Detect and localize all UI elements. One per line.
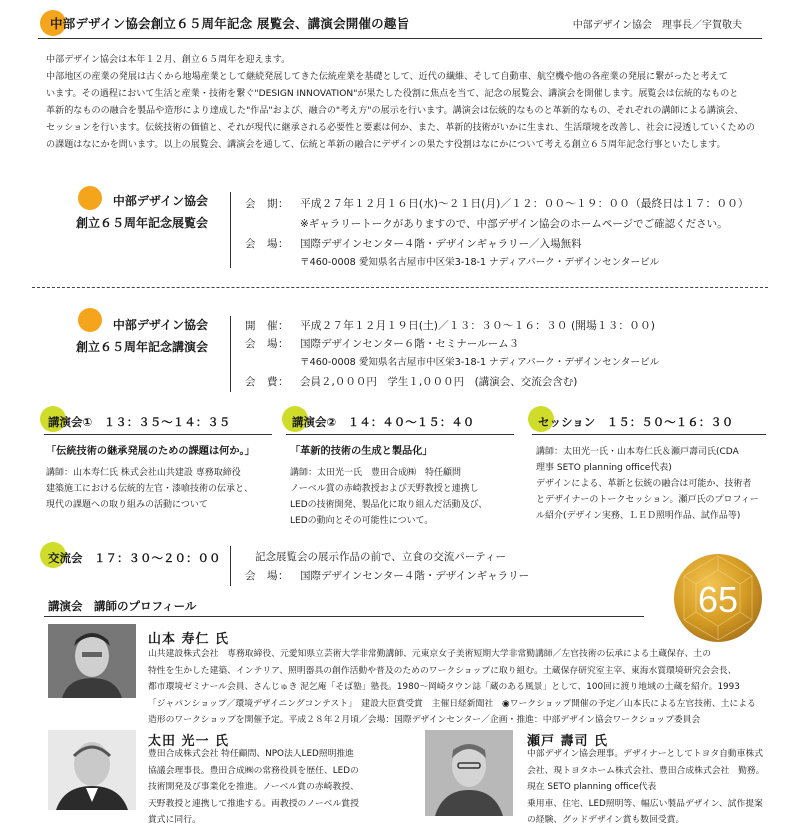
speaker-name-ota: 太田 光一 氏 [148, 734, 230, 749]
exhibition-address: 〒460-0008 愛知県名古屋市中区栄3-18-1 ナディアパーク・デザインセンタービル [300, 257, 660, 268]
bio-line: の経験、グッドデザイン賞も数回受賞。 [527, 815, 685, 825]
session-1-body [46, 465, 253, 513]
profiles-underline [44, 616, 644, 617]
bio-line: 天野教授と連携して推進する。両教授のノーベル賞授 [148, 798, 359, 809]
session-3-body [536, 444, 759, 524]
bio-line: 会社、現トヨタホーム株式会社、豊田合成株式会社 勤務。 [527, 765, 765, 776]
lecture-venue-label: 会 場： [245, 338, 289, 350]
bio-line: 乗用車、住宅、LED照明等、幅広い製品デザイン、試作提案 [527, 798, 763, 809]
bio-line: 現在 SETO planning office代表 [527, 782, 657, 792]
speaker-photo-seto [425, 730, 513, 816]
intro-line: 中部デザイン協会は本年１２月、創立６５周年を迎えます。 [46, 55, 291, 65]
session-line: とデザイナーのトークセッション。瀬戸氏のプロフィー [536, 495, 759, 505]
lecture-address: 〒460-0008 愛知県名古屋市中区栄3-18-1 ナディアパーク・デザインセンタービル [300, 357, 660, 368]
lecture-date: 平成２７年１２月１９日(土)／１３：３０～１６：３０ (開場１３：００) [300, 319, 655, 332]
speaker-name-seto: 瀬戸 壽司 氏 [527, 734, 609, 749]
bio-line: 豊田合成株式会社 特任顧問、NPO法人LED照明推進 [148, 749, 354, 759]
exhibition-note: ※ギャラリートークがありますので、中部デザイン協会のホームページでご確認ください。 [300, 218, 728, 230]
session-2-head: 講演会② １４：４０～１５：４０ [292, 415, 475, 429]
session-3-head: セッション １５：５０～１６：３０ [538, 415, 734, 429]
bio-line: 協議会理事長。豊田合成㈱の常務役員を歴任、LEDの [148, 765, 359, 776]
exhibition-venue: 国際デザインセンター４階・デザインギャラリー／入場無料 [300, 238, 582, 250]
session-line: 講師：太田光一氏・山本寿仁氏＆瀬戸壽司氏(CDA [536, 447, 739, 457]
bio-line: 中部デザイン協会理事。デザイナーとしてトヨタ自動車株式 [527, 749, 764, 759]
bio-line: 都市環境ゼミナール会員、さんじゅき 泥乞庵「そば塾」塾長。1980～岡崎タウン誌「蔵のある風景」として、100回に渡り地域の土蔵を紹介。1993 [148, 682, 740, 692]
session-line: 建築施工における伝統的左官・漆喰技術の伝承と、 [46, 484, 254, 494]
session-line: 講師：太田光一氏 豊田合成㈱ 特任顧問 [290, 468, 462, 478]
session-line: デザインによる、革新と伝統の融合は可能か、技術者 [536, 479, 752, 489]
party-venue-label: 会 場： [245, 570, 289, 582]
session-line: ル紹介(デザイン実務、ＬＥＤ照明作品、試作品等) [536, 511, 741, 521]
bio-line: 技術開発及び事業化を推進。ノーベル賞の赤崎教授、 [148, 782, 359, 792]
bio-line: 山共建設株式会社 専務取締役、元愛知県立芸術大学非常勤講師、元東京女子美術短期大学非常勤講師／左官技術の伝承による土蔵保存、土の [148, 649, 712, 659]
speaker-bio-yamamoto [148, 646, 756, 729]
section-divider [32, 287, 768, 288]
intro-line: 中部地区の産業の発展は古くから地場産業として継続発展してきた伝統産業を基礎として、近代の繊維、そして自動車、航空機や他の各産業の発展に繋がったと考えて [46, 72, 728, 82]
speaker-bio-ota [148, 746, 359, 829]
page-title: 中部デザイン協会創立６５周年記念 展覧会、講演会開催の趣旨 [50, 16, 410, 31]
exhibition-title-line: 創立６５周年記念展覧会 [75, 216, 208, 230]
lecture-divider [230, 316, 231, 392]
session-2-body [290, 465, 487, 529]
lecture-fee-label: 会 費： [245, 376, 289, 388]
session-line: LEDの動向とその可能性について。 [290, 516, 434, 526]
speaker-photo-ota [48, 730, 136, 810]
party-head: 交流会 １７：３０～２０：００ [48, 551, 221, 565]
lecture-title-line: 創立６５周年記念講演会 [75, 340, 208, 354]
session-line: ノーベル賞の赤崎教授および天野教授と連携し [290, 484, 479, 494]
badge-text: 65 [697, 579, 739, 620]
author-credit: 中部デザイン協会 理事長／宇賀敬夫 [572, 20, 742, 31]
exhibition-date: 平成２７年１２月１６日(水)～２１日(月)／１２：００～１９：００（最終日は１７：００） [300, 197, 749, 210]
exhibition-divider [230, 192, 231, 268]
header-divider [38, 38, 762, 39]
session-3-underline [532, 434, 766, 435]
intro-text [46, 52, 758, 154]
session-line: 理事 SETO planning office代表) [536, 463, 672, 473]
intro-line: います。その過程において生活と産業・技術を繋ぐ"DESIGN INNOVATION"が果たした役割に焦点を当て、記念の展覧会、講演会を開催します。展覧会は伝統的なものと [46, 89, 739, 99]
exhibition-venue-label: 会 場： [245, 238, 289, 250]
session-1-title: 「伝統技術の継承発展のための課題は何か。」 [46, 446, 255, 457]
session-line: 現代の課題への取り組みの活動について [46, 500, 208, 510]
party-desc: 記念展覧会の展示作品の前で、立食の交流パーティー [255, 551, 506, 563]
exhibition-title-line: 中部デザイン協会 [112, 194, 208, 208]
anniversary-65-badge [672, 552, 764, 644]
bio-line: 特性を生かした建築、インテリア、照明器具の創作活動や普及のためのワークショップに取り組む。土蔵保存研究室主宰、東海水質環境研究会会長、 [148, 665, 737, 676]
speaker-photo-yamamoto [48, 624, 136, 698]
bio-line: 造形のワークショップを開催予定。平成２８年２月頃／会場：国際デザインセンター／企画・推進：中部デザイン協会ワークショップ委員会 [148, 715, 701, 725]
exhibition-date-label: 会 期： [245, 198, 289, 210]
party-venue: 国際デザインセンター４階・デザインギャラリー [300, 570, 530, 582]
session-line: LEDの技術開発、製品化に取り組んだ活動及び、 [290, 500, 488, 510]
party-divider [230, 546, 231, 586]
session-1-underline [44, 434, 272, 435]
bio-line: 賞式に同行。 [148, 815, 201, 825]
exhibition-title [40, 190, 208, 234]
session-2-underline [286, 434, 514, 435]
bio-line: 「ジャパンショップ／環境デザイニングコンテスト」 建設大臣賞受賞 主催日経新聞社 ◉ワークショップ開催の予定／山本氏による左官技術、土による [148, 698, 756, 709]
lecture-date-label: 開 催： [245, 320, 289, 332]
intro-line: セッションを行います。伝統技術の価値と、それが現代に継承される必要性と要素は何か、また、革新的技術がいかに生まれ、生活環境を改善し、社会に浸透していくための [46, 123, 755, 133]
session-1-head: 講演会① １３：３５～１４：３５ [48, 415, 231, 429]
profiles-heading: 講演会 講師のプロフィール [48, 599, 197, 613]
speaker-bio-seto [527, 746, 765, 829]
intro-line: の課題はなにかを問います。以上の展覧会、講演会を通して、伝統と革新の融合にデザインの果たす役割はなにかについて考える創立６５周年記念行事といたします。 [46, 140, 726, 150]
lecture-fee: 会員２,０００円 学生１,０００円 (講演会、交流会含む) [300, 376, 578, 388]
session-2-title: 「革新的技術の生成と製品化」 [290, 446, 433, 457]
intro-line: 革新的なものの融合を製品や造形により達成した"作品"および、融合の"考え方"の展示を行います。講演会は伝統的なものと革新的なもの、それぞれの講師による講演会、 [46, 106, 744, 116]
lecture-title-line: 中部デザイン協会 [112, 318, 208, 332]
session-line: 講師：山本寿仁氏 株式会社山共建設 専務取締役 [46, 468, 241, 478]
speaker-name-yamamoto: 山本 寿仁 氏 [148, 632, 230, 647]
lecture-title [40, 314, 208, 358]
lecture-venue: 国際デザインセンター６階・セミナールーム３ [300, 338, 520, 350]
